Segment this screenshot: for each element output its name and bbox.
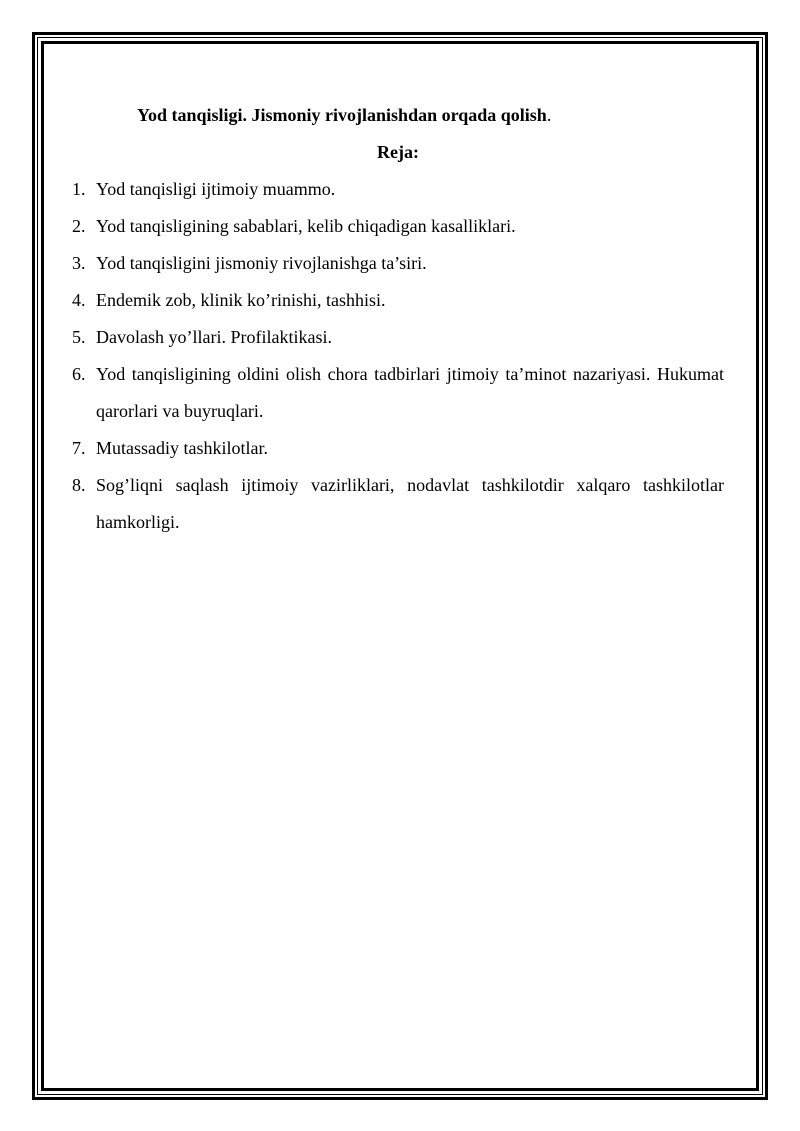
plan-list — [72, 171, 724, 541]
plan-item — [72, 245, 724, 282]
document-title — [72, 96, 724, 134]
plan-item-number: 6. — [72, 364, 86, 384]
plan-item-text: Yod tanqisligi ijtimoiy muammo. — [96, 179, 336, 199]
plan-item — [72, 356, 724, 430]
plan-heading: Reja: — [377, 142, 419, 162]
plan-item — [72, 208, 724, 245]
plan-item — [72, 467, 724, 541]
plan-item-text: Sog’liqni saqlash ijtimoiy vazirliklari, nodavlat tashkilotdir xalqaro tashkilotlar hamkorligi. — [96, 475, 724, 532]
plan-item-number: 3. — [72, 253, 86, 273]
plan-item-text: Yod tanqisligining oldini olish chora tadbirlari jtimoiy ta’minot nazariyasi. Hukumat qarorlari va buyruqlari. — [96, 364, 724, 421]
plan-item-text: Endemik zob, klinik ko’rinishi, tashhisi. — [96, 290, 386, 310]
plan-item-number: 7. — [72, 438, 86, 458]
plan-item-number: 8. — [72, 475, 86, 495]
document-title-period: . — [546, 105, 552, 125]
plan-item — [72, 282, 724, 319]
plan-item-number: 2. — [72, 216, 86, 236]
document-body — [72, 96, 724, 541]
plan-item-text: Yod tanqisligining sabablari, kelib chiqadigan kasalliklari. — [96, 216, 516, 236]
plan-item-number: 1. — [72, 179, 86, 199]
plan-item-number: 4. — [72, 290, 86, 310]
plan-item — [72, 430, 724, 467]
document-title-bold: Yod tanqisligi. Jismoniy rivojlanishdan orqada qolish — [137, 105, 547, 125]
plan-item — [72, 171, 724, 208]
plan-item-text: Davolash yo’llari. Profilaktikasi. — [96, 327, 332, 347]
plan-item — [72, 319, 724, 356]
plan-item-number: 5. — [72, 327, 86, 347]
plan-item-text: Mutassadiy tashkilotlar. — [96, 438, 268, 458]
plan-item-text: Yod tanqisligini jismoniy rivojlanishga ta’siri. — [96, 253, 427, 273]
